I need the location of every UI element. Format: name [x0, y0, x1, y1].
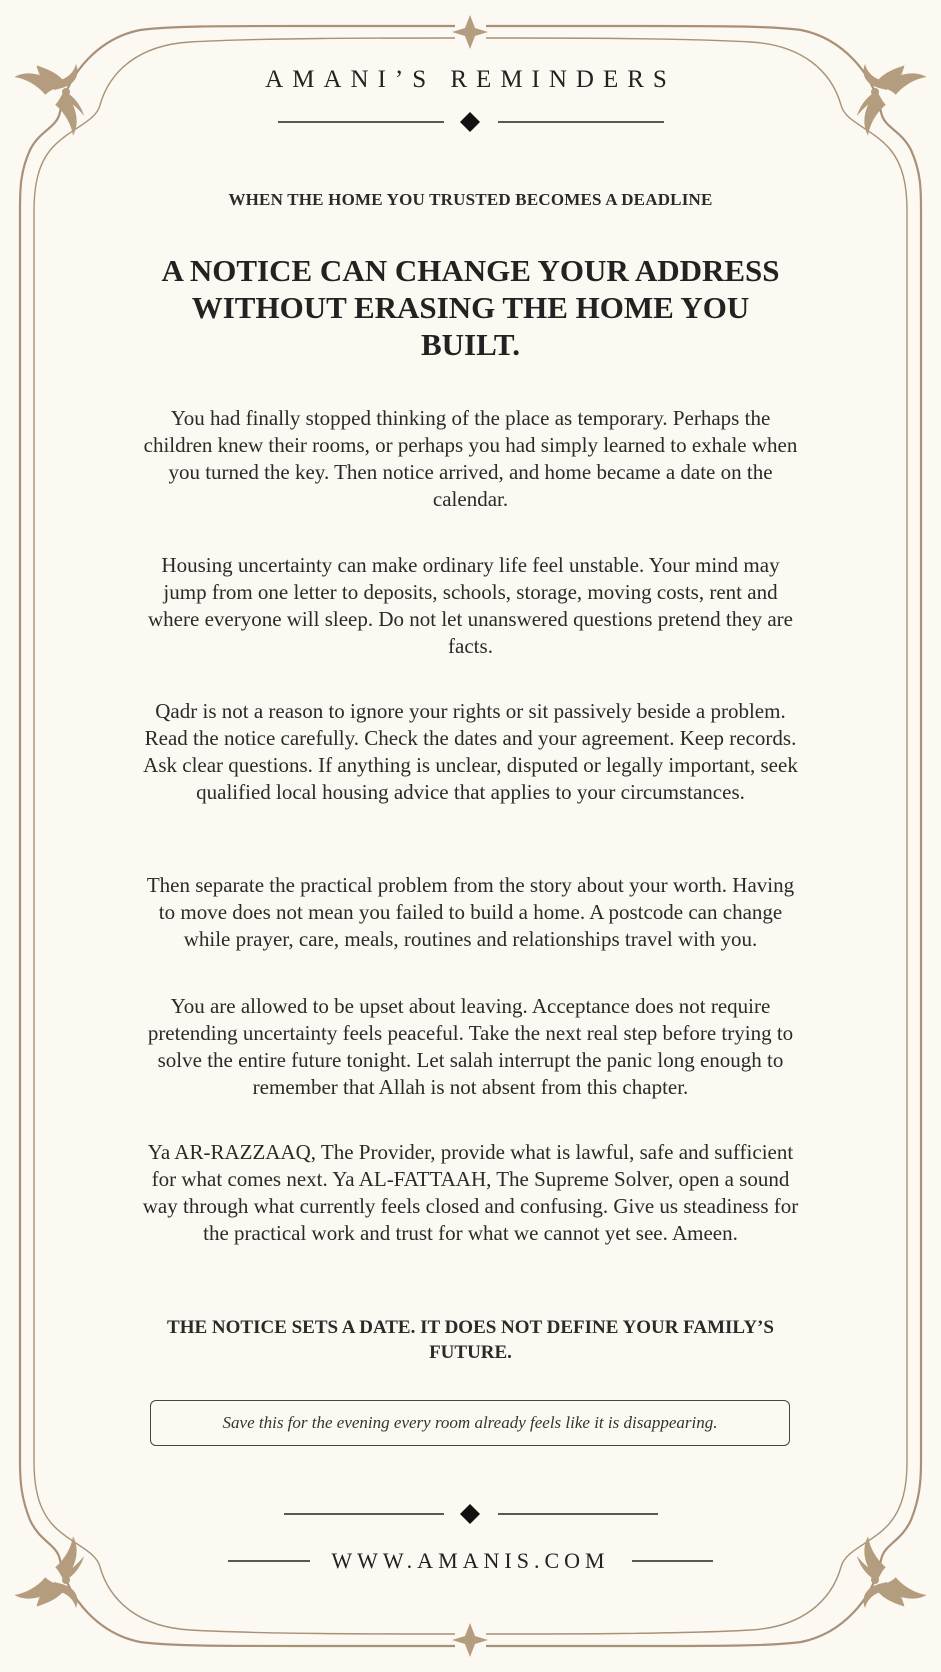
footer-website-link[interactable]: WWW.AMANIS.COM: [331, 1548, 610, 1573]
article-headline: A NOTICE CAN CHANGE YOUR ADDRESS WITHOUT ERASING THE HOME YOU BUILT.: [161, 253, 780, 362]
paragraph-1: You had finally stopped thinking of the place as temporary. Perhaps the children knew their rooms, or perhaps you had simply learned to exhale when you turned the key. Then notice arrived, and home became a date on the calendar.: [143, 406, 798, 511]
paragraph-5: You are allowed to be upset about leaving. Acceptance does not require pretending uncertainty feels peaceful. Take the next real step before trying to solve the entire future tonight. Let salah interrupt the panic long enough to remember that Allah is not absent from this chapter.: [147, 994, 794, 1099]
paragraph-4: Then separate the practical problem from the story about your worth. Having to move does not mean you failed to build a home. A postcode can change while prayer, care, meals, routines and relationships travel with you.: [146, 873, 795, 951]
brand-title: AMANI’S REMINDERS: [265, 66, 676, 93]
save-note-text: Save this for the evening every room already feels like it is disappearing.: [222, 1413, 718, 1432]
closing-statement: THE NOTICE SETS A DATE. IT DOES NOT DEFINE YOUR FAMILY’S FUTURE.: [167, 1317, 774, 1363]
paragraph-2: Housing uncertainty can make ordinary life feel unstable. Your mind may jump from one letter to deposits, schools, storage, moving costs, rent and where everyone will sleep. Do not let unanswered questions pretend they are facts.: [148, 553, 793, 658]
paragraph-6-dua: Ya AR-RAZZAAQ, The Provider, provide what is lawful, safe and sufficient for what comes next. Ya AL-FATTAAH, The Supreme Solver, open a sound way through what currently feels closed and confusing. Give us steadiness for the practical work and trust for what we cannot yet see. Ameen.: [142, 1140, 799, 1245]
paragraph-3: Qadr is not a reason to ignore your rights or sit passively beside a problem. Read the notice carefully. Check the dates and your agreement. Keep records. Ask clear questions. If anything is unclear, disputed or legally important, seek qualified local housing advice that applies to your circumstances.: [143, 699, 798, 804]
article-eyebrow: WHEN THE HOME YOU TRUSTED BECOMES A DEADLINE: [228, 190, 713, 209]
save-note-box: [150, 1400, 790, 1446]
